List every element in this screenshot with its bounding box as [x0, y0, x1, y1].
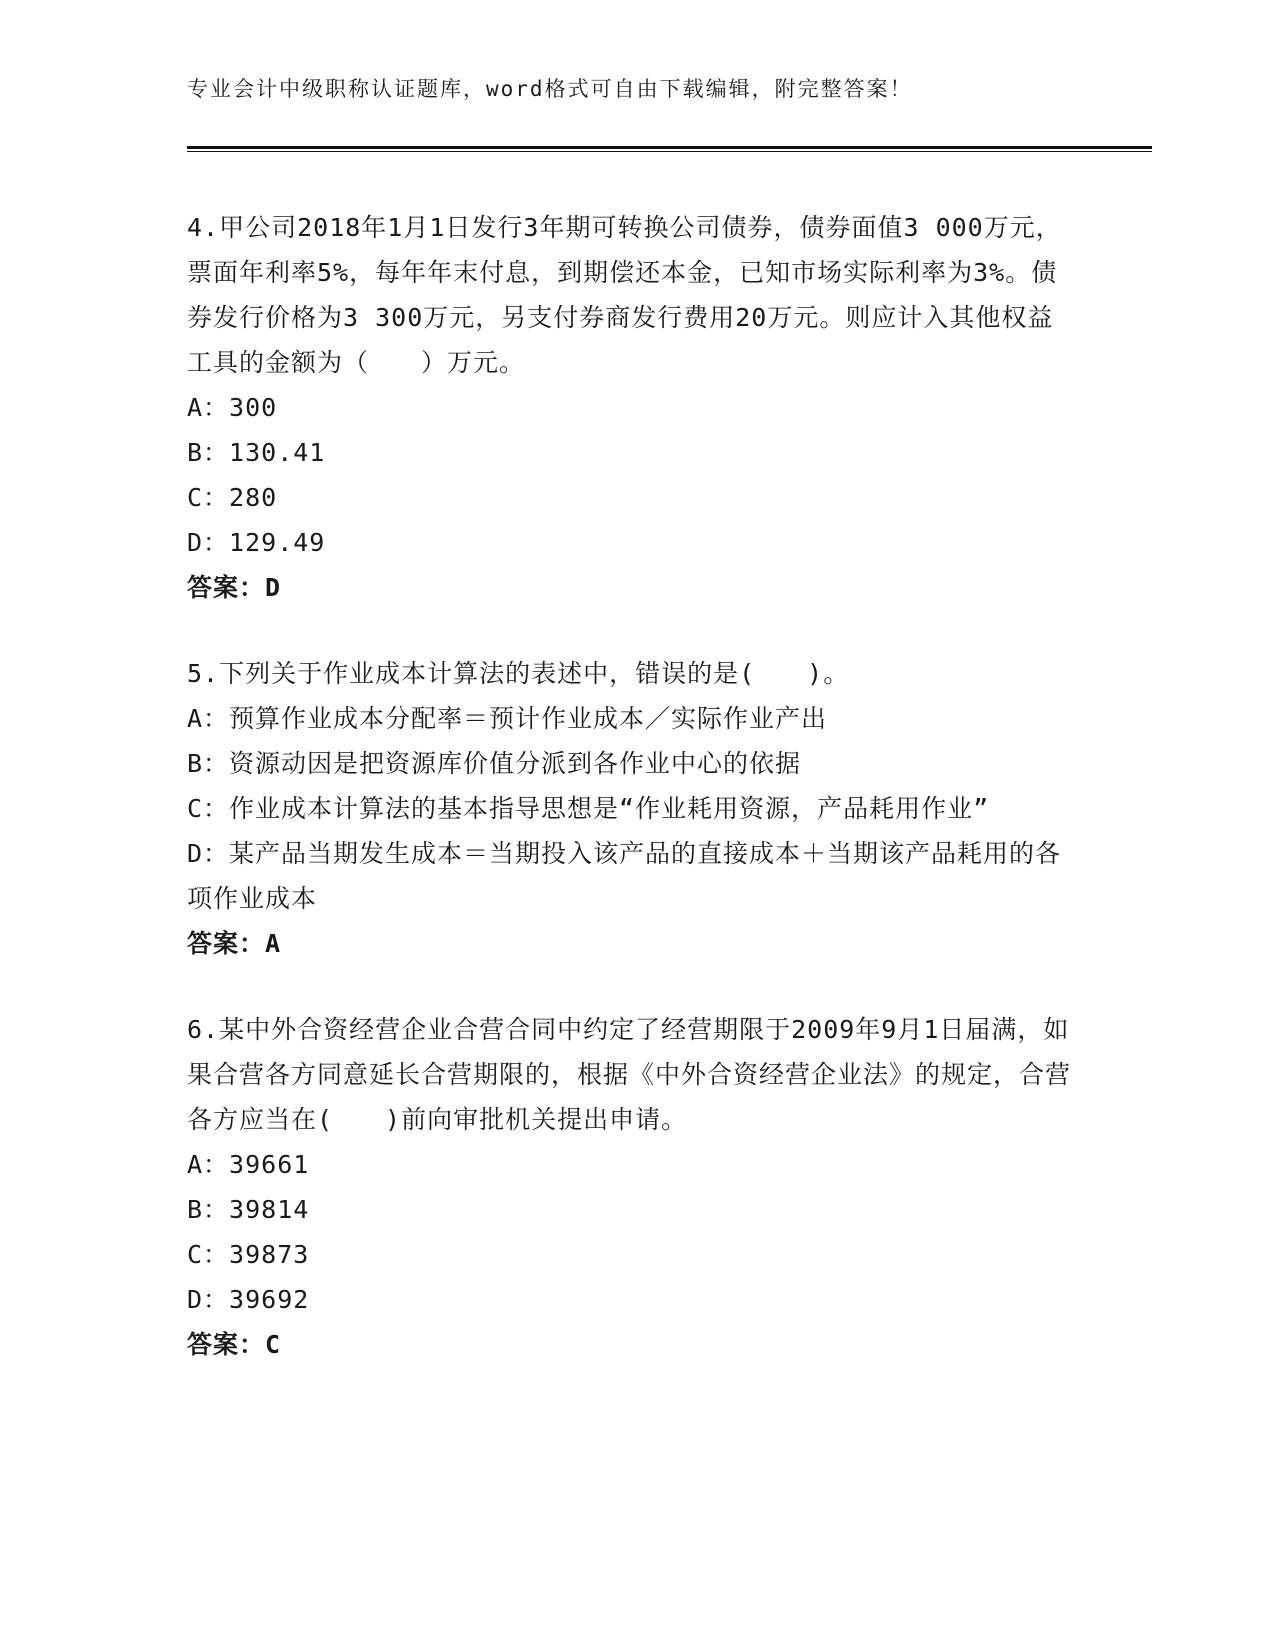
question-5	[187, 651, 1077, 966]
option-d: D：129.49	[187, 528, 326, 557]
option-b: B：39814	[187, 1195, 310, 1224]
question-stem: 4.甲公司2018年1月1日发行3年期可转换公司债券，债券面值3 000万元，票面年利率5%，每年年末付息，到期偿还本金，已知市场实际利率为3%。债券发行价格为3 300万元，另支付券商发行费用20万元。则应计入其他权益工具的金额为（ ）万元。	[187, 213, 1062, 377]
option-d: D：39692	[187, 1285, 310, 1314]
option-c: C：280	[187, 483, 278, 512]
question-stem: 6.某中外合资经营企业合营合同中约定了经营期限于2009年9月1日届满，如果合营各方同意延长合营期限的，根据《中外合资经营企业法》的规定，合营各方应当在( )前向审批机关提出申请。	[187, 1015, 1072, 1134]
header-divider-thick	[187, 146, 1152, 149]
question-4	[187, 205, 1077, 610]
option-c: C：39873	[187, 1240, 310, 1269]
question-6	[187, 1007, 1077, 1367]
answer: 答案：D	[187, 573, 282, 602]
answer: 答案：A	[187, 929, 282, 958]
option-a: A：300	[187, 393, 278, 422]
option-d: D：某产品当期发生成本＝当期投入该产品的直接成本＋当期该产品耗用的各项作业成本	[187, 839, 1062, 913]
header-divider-thin	[187, 151, 1152, 152]
question-stem: 5.下列关于作业成本计算法的表述中，错误的是( )。	[187, 659, 850, 688]
option-a: A：预算作业成本分配率＝预计作业成本／实际作业产出	[187, 704, 828, 733]
page-header: 专业会计中级职称认证题库，word格式可自由下载编辑，附完整答案！	[187, 77, 913, 101]
option-c: C：作业成本计算法的基本指导思想是“作业耗用资源，产品耗用作业”	[187, 794, 990, 823]
option-b: B：130.41	[187, 438, 326, 467]
answer: 答案：C	[187, 1330, 282, 1359]
question-list	[187, 205, 1077, 1408]
option-a: A：39661	[187, 1150, 310, 1179]
option-b: B：资源动因是把资源库价值分派到各作业中心的依据	[187, 749, 802, 778]
